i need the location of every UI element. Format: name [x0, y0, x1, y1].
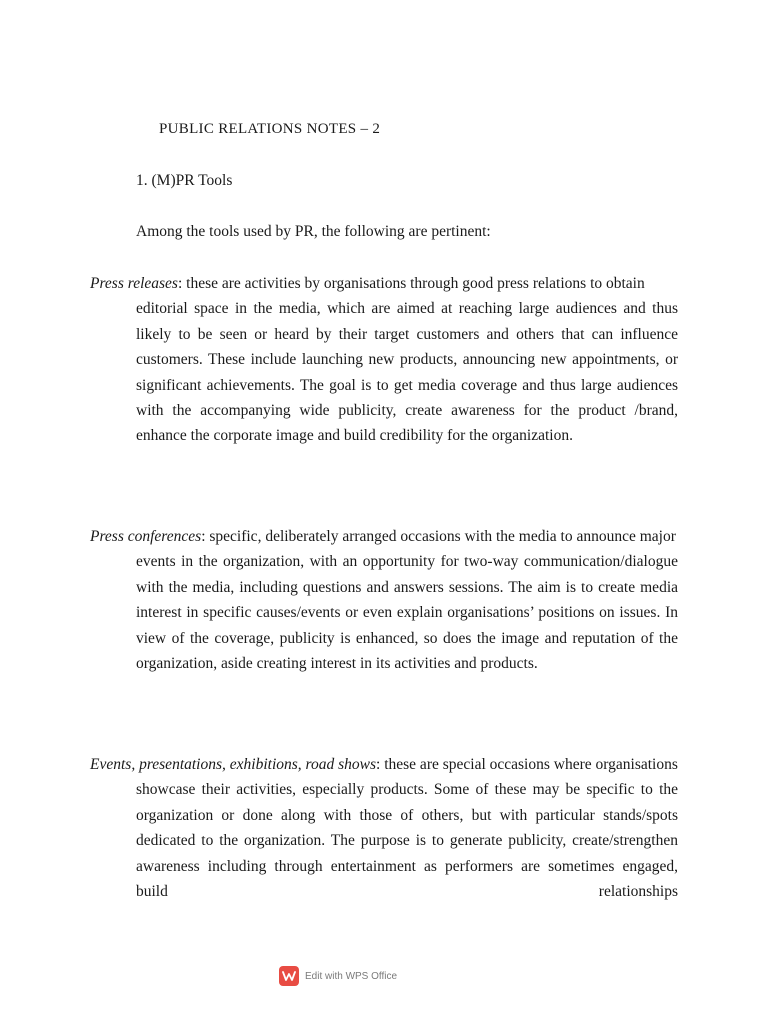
press-conferences-section — [90, 524, 678, 676]
press-releases-section — [90, 271, 678, 449]
events-lead-text: : these are special occasions where organisations — [376, 756, 678, 773]
page-title: PUBLIC RELATIONS NOTES – 2 — [159, 121, 381, 137]
wps-edit-label: Edit with WPS Office — [305, 970, 398, 982]
wps-office-icon — [279, 966, 299, 986]
events-body: showcase their activities, especially products. Some of these may be specific to the organization or done along with those of others, but with particular stands/spots dedicated to the organization. The purpose is to generate publicity, create/strengthen awareness including through entertainment as performers are sometimes engaged, build relationships — [136, 781, 678, 901]
press-releases-body: editorial space in the media, which are aimed at reaching large audiences and thus likely to be seen or heard by their target customers and others that can influence customers. These include launching new products, announcing new appointments, or significant achievements. The goal is to get media coverage and thus large audiences with the accompanying wide publicity, create awareness for the product /brand, enhance the corporate image and build credibility for the organization. — [136, 300, 678, 445]
intro-paragraph: Among the tools used by PR, the following are pertinent: — [136, 223, 491, 240]
press-conferences-body: events in the organization, with an opportunity for two-way communication/dialogue with the media, including questions and answers sessions. The aim is to create media interest in specific causes/events or even explain organisations’ positions on issues. In view of the coverage, publicity is enhanced, so does the image and reputation of the organization, aside creating interest in its activities and products. — [136, 553, 678, 673]
events-term: Events, presentations, exhibitions, road shows — [90, 756, 377, 773]
press-conferences-lead — [90, 524, 678, 549]
press-releases-lead-text: : these are activities by organisations through good press relations to obtain — [177, 275, 645, 292]
press-releases-term: Press releases — [90, 275, 178, 292]
section-heading: 1. (M)PR Tools — [136, 172, 233, 189]
press-releases-lead — [90, 271, 678, 296]
events-lead — [90, 752, 678, 777]
wps-edit-link[interactable] — [279, 966, 397, 986]
events-section — [90, 752, 678, 904]
press-conferences-lead-text: : specific, deliberately arranged occasions with the media to announce major — [201, 528, 676, 545]
press-conferences-term: Press conferences — [90, 528, 202, 545]
